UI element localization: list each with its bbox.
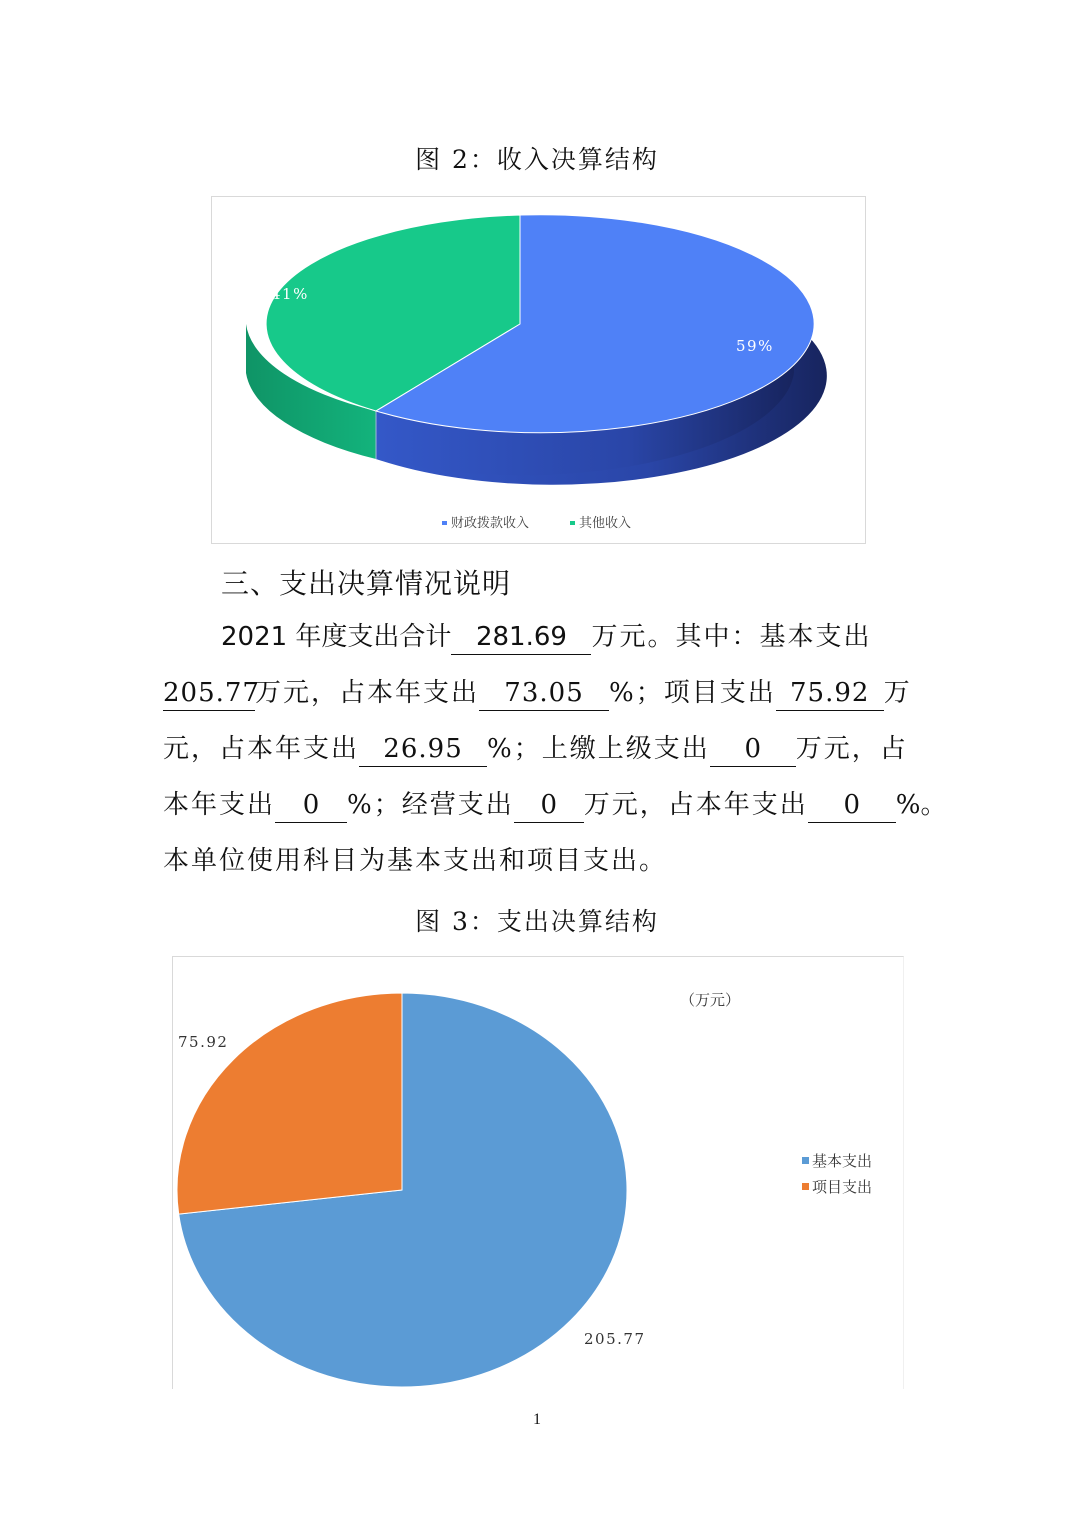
unit-label: （万元） bbox=[680, 991, 741, 1009]
section-heading: 三、支出决算情况说明 bbox=[221, 567, 512, 600]
legend-label-basic: 基本支出 bbox=[812, 1152, 873, 1170]
legend-swatch-basic bbox=[802, 1157, 809, 1164]
superior-expenditure-value: 0 bbox=[710, 732, 796, 767]
text-segment: 万元，占 bbox=[795, 734, 908, 764]
data-label-project: 75.92 bbox=[178, 1033, 229, 1051]
text-segment: %；项目支出 bbox=[609, 678, 776, 708]
total-expenditure-value: 281.69 bbox=[451, 620, 591, 655]
text-segment: 元，占本年支出 bbox=[163, 734, 360, 764]
page-number: 1 bbox=[533, 1411, 541, 1428]
operating-expenditure-pct: 0 bbox=[808, 788, 896, 823]
project-expenditure-value: 75.92 bbox=[776, 676, 884, 711]
basic-expenditure-pct: 73.05 bbox=[479, 676, 609, 711]
text-segment: 万元，占本年支出 bbox=[583, 790, 808, 820]
text-segment: 万元。其中：基本支出 bbox=[591, 622, 872, 652]
text-segment: 万 bbox=[883, 678, 910, 708]
text-segment: 本年支出 bbox=[163, 790, 276, 820]
legend-swatch-project bbox=[802, 1183, 809, 1190]
paragraph-line-2 bbox=[163, 673, 910, 713]
chart2-caption: 图 2：收入决算结构 bbox=[415, 145, 659, 174]
paragraph-line-1 bbox=[221, 617, 871, 657]
text-segment: %；上缴上级支出 bbox=[487, 734, 710, 764]
expenditure-pie-chart bbox=[172, 956, 904, 1389]
data-label-basic: 205.77 bbox=[584, 1330, 646, 1348]
paragraph-line-5: 本单位使用科目为基本支出和项目支出。 bbox=[163, 846, 668, 876]
text-segment: 2021 年度支出合计 bbox=[221, 622, 452, 652]
operating-expenditure-value: 0 bbox=[514, 788, 584, 823]
superior-expenditure-pct: 0 bbox=[275, 788, 347, 823]
legend-label-other: 其他收入 bbox=[579, 516, 632, 531]
text-segment: 万元，占本年支出 bbox=[255, 678, 480, 708]
paragraph-line-4 bbox=[163, 785, 946, 825]
basic-expenditure-value: 205.77 bbox=[163, 676, 255, 711]
paragraph-line-3 bbox=[163, 729, 908, 769]
text-segment: %。 bbox=[895, 790, 947, 820]
data-label-other: 41% bbox=[271, 285, 309, 303]
slice-project-expenditure bbox=[177, 993, 402, 1214]
legend-swatch-other bbox=[570, 521, 575, 525]
chart3-caption: 图 3：支出决算结构 bbox=[415, 907, 659, 936]
income-pie-chart bbox=[211, 196, 866, 544]
legend-label-fiscal: 财政拨款收入 bbox=[451, 516, 530, 531]
text-segment: %；经营支出 bbox=[347, 790, 514, 820]
data-label-fiscal: 59% bbox=[736, 337, 774, 355]
project-expenditure-pct: 26.95 bbox=[359, 732, 487, 767]
legend-label-project: 项目支出 bbox=[812, 1178, 873, 1196]
legend-swatch-fiscal bbox=[442, 521, 447, 525]
